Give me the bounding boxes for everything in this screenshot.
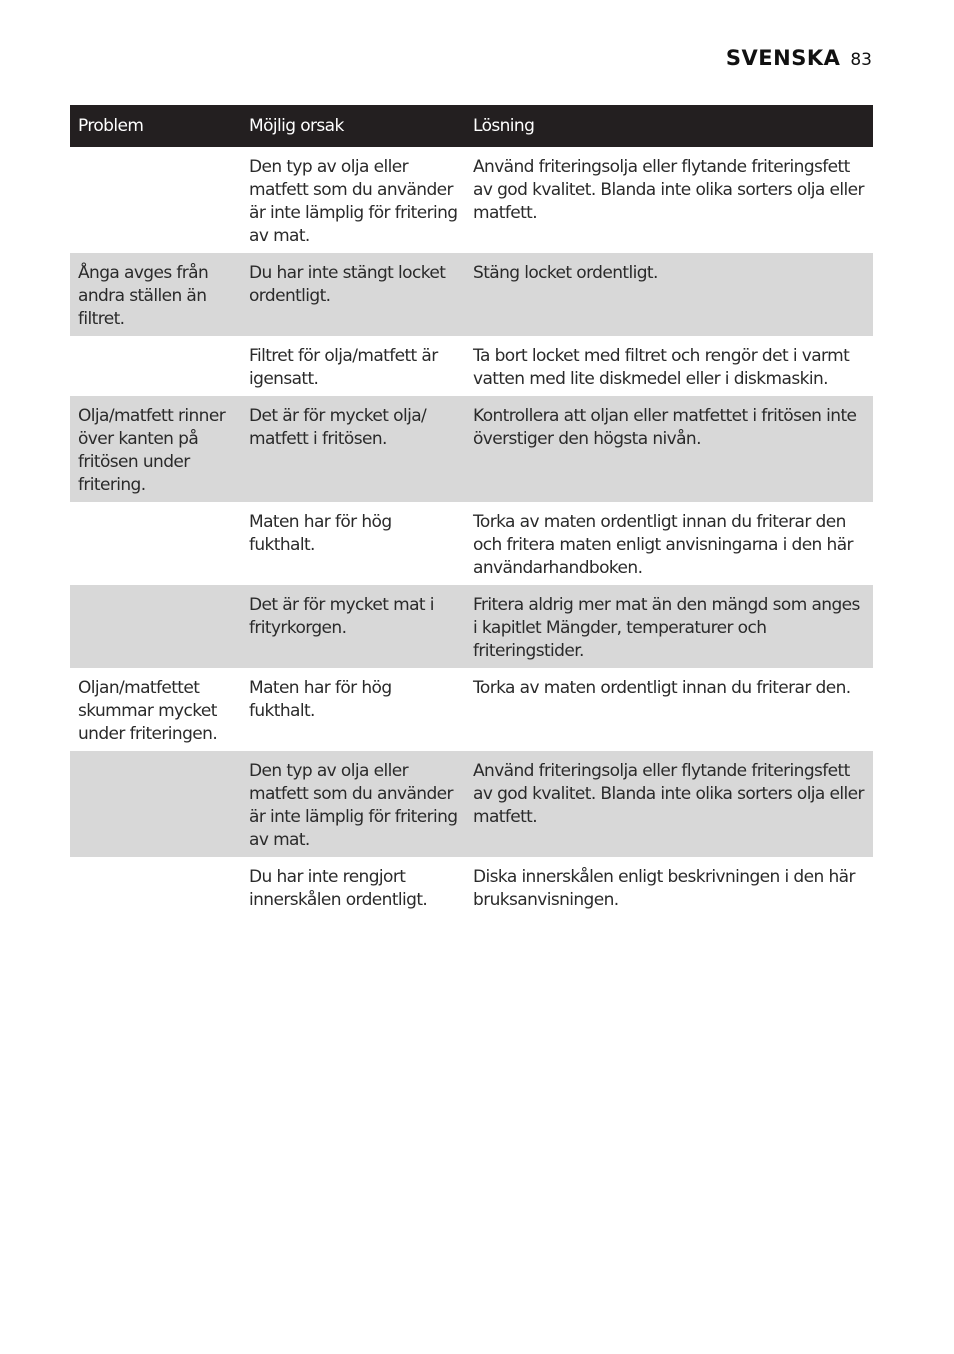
cause-cell: Den typ av olja eller matfett som du använder är inte lämplig för fritering av mat.: [241, 751, 465, 857]
solution-cell: Torka av maten ordentligt innan du friterar den och fritera maten enligt anvisningarna i den här användarhandboken.: [473, 512, 853, 578]
column-header-solution: Lösning: [465, 105, 873, 147]
cause-cell: Den typ av olja eller matfett som du använder är inte lämplig för fritering av mat.: [249, 157, 458, 246]
solution-cell: Fritera aldrig mer mat än den mängd som anges i kapitlet Mängder, temperaturer och friteringstider.: [465, 585, 873, 668]
table-row: [70, 147, 873, 253]
cause-cell: Filtret för olja/matfett är igensatt.: [249, 346, 438, 389]
solution-cell: Ta bort locket med filtret och rengör det i varmt vatten med lite diskmedel eller i diskmaskin.: [473, 346, 850, 389]
solution-cell: Diska innerskålen enligt beskrivningen i den här bruksanvisningen.: [473, 867, 855, 910]
solution-cell: Stäng locket ordentligt.: [465, 253, 873, 336]
solution-cell: Torka av maten ordentligt innan du friterar den.: [473, 678, 851, 698]
table-body: [70, 147, 873, 917]
table-row: [70, 668, 873, 751]
table-row: [70, 253, 873, 336]
troubleshooting-table: [70, 105, 873, 917]
cause-cell: Du har inte stängt locket ordentligt.: [241, 253, 465, 336]
table-row: [70, 396, 873, 502]
problem-cell: [70, 336, 241, 396]
cause-cell: Maten har för hög fukthalt.: [249, 512, 392, 555]
problem-cell: [70, 502, 241, 585]
column-header-problem: Problem: [70, 105, 241, 147]
page-header: [726, 46, 872, 70]
table-row: [70, 585, 873, 668]
cause-cell: Du har inte rengjort innerskålen ordentligt.: [249, 867, 428, 910]
problem-cell: Oljan/matfettet skummar mycket under friteringen.: [78, 678, 218, 744]
problem-cell: Olja/matfett rinner över kanten på fritösen under fritering.: [70, 396, 241, 502]
table-header: [70, 105, 873, 147]
problem-cell: [70, 857, 241, 917]
cause-cell: Det är för mycket olja/ matfett i fritösen.: [241, 396, 465, 502]
language-heading: SVENSKA: [725, 46, 841, 70]
solution-cell: Använd friteringsolja eller flytande friteringsfett av god kvalitet. Blanda inte olika sorters olja eller matfett.: [465, 751, 873, 857]
problem-cell: Ånga avges från andra ställen än filtret.: [70, 253, 241, 336]
table-row: [70, 857, 873, 917]
solution-cell: Använd friteringsolja eller flytande friteringsfett av god kvalitet. Blanda inte olika sorters olja eller matfett.: [473, 157, 864, 223]
table-row: [70, 336, 873, 396]
problem-cell: [70, 585, 241, 668]
problem-cell: [70, 147, 241, 253]
table-row: [70, 751, 873, 857]
problem-cell: [70, 751, 241, 857]
solution-cell: Kontrollera att oljan eller matfettet i fritösen inte överstiger den högsta nivån.: [465, 396, 873, 502]
cause-cell: Maten har för hög fukthalt.: [249, 678, 392, 721]
header-row: [70, 105, 873, 147]
cause-cell: Det är för mycket mat i frityrkorgen.: [241, 585, 465, 668]
table-row: [70, 502, 873, 585]
page-number: 83: [850, 50, 872, 70]
column-header-cause: Möjlig orsak: [241, 105, 465, 147]
